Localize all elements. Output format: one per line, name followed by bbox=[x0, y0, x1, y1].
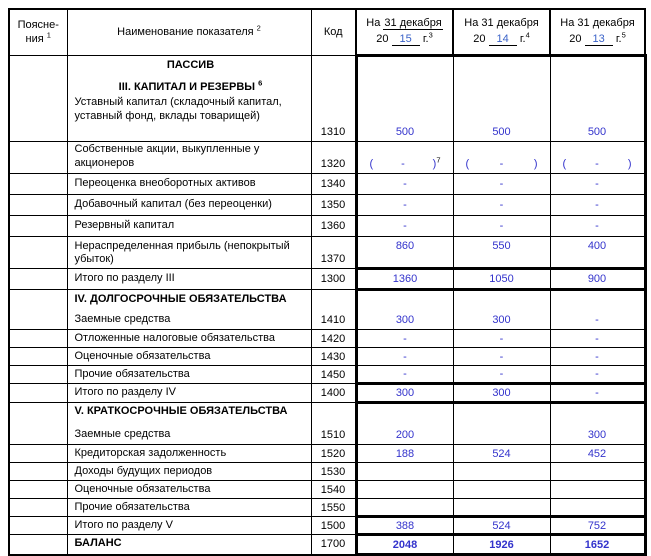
value-2014 bbox=[453, 463, 550, 481]
value-2015: - bbox=[356, 330, 453, 348]
value-2014: 1050 bbox=[453, 269, 550, 290]
indicator-name: Уставный капитал (складочный капитал, уставный фонд, вклады товарищей) bbox=[74, 96, 282, 122]
row-1500-total-section5 bbox=[9, 517, 645, 535]
header-explanations bbox=[9, 9, 67, 55]
indicator-name: Итого по разделу IV bbox=[67, 384, 311, 403]
value-2013: - bbox=[550, 348, 645, 366]
value-2013: 900 bbox=[550, 269, 645, 290]
value-2013: 752 bbox=[550, 517, 645, 535]
footnote-marker-5: 5 bbox=[621, 30, 626, 40]
value-2015: 2048 bbox=[356, 535, 453, 555]
explanation-cell bbox=[9, 215, 67, 236]
row-1520 bbox=[9, 445, 645, 463]
value-2013 bbox=[550, 463, 645, 481]
row-1550 bbox=[9, 499, 645, 517]
header-date-2014: На 31 декабря 20 14 г.$^4$ bbox=[453, 9, 550, 55]
value-2013: - bbox=[550, 173, 645, 194]
explanation-cell bbox=[9, 463, 67, 481]
year-2014-value: 14 bbox=[489, 33, 517, 46]
explanation-cell bbox=[9, 384, 67, 403]
row-1410 bbox=[9, 290, 645, 330]
indicator-name: Прочие обязательства bbox=[67, 366, 311, 384]
row-1300-total-section3 bbox=[9, 269, 645, 290]
code-cell: 1400 bbox=[311, 384, 356, 403]
value-2014: 524 bbox=[453, 445, 550, 463]
code-cell: 1360 bbox=[311, 215, 356, 236]
value-2015: 188 bbox=[356, 445, 453, 463]
value-2013: - bbox=[550, 384, 645, 403]
passiv-title: ПАССИВ bbox=[166, 58, 215, 71]
row-1450 bbox=[9, 366, 645, 384]
code-cell: 1450 bbox=[311, 366, 356, 384]
row-1340 bbox=[9, 173, 645, 194]
code-cell: 1340 bbox=[311, 173, 356, 194]
value-2014 bbox=[453, 481, 550, 499]
value-2013: 500 bbox=[550, 55, 645, 141]
code-cell: 1430 bbox=[311, 348, 356, 366]
indicator-name: Собственные акции, выкупленные у акционеров bbox=[67, 141, 311, 173]
footnote-marker-2: 2 bbox=[256, 23, 261, 33]
explanation-cell bbox=[9, 194, 67, 215]
code-cell: 1370 bbox=[311, 236, 356, 269]
indicator-name: Оценочные обязательства bbox=[67, 348, 311, 366]
header-code: Код bbox=[311, 9, 356, 55]
row-1540 bbox=[9, 481, 645, 499]
value-2014: 500 bbox=[453, 55, 550, 141]
value-2013: - bbox=[550, 215, 645, 236]
row-1420 bbox=[9, 330, 645, 348]
footnote-marker-3: 3 bbox=[428, 30, 433, 40]
indicator-name: Отложенные налоговые обязательства bbox=[67, 330, 311, 348]
balance-sheet-table bbox=[8, 8, 647, 556]
code-cell: 1410 bbox=[311, 290, 356, 330]
value-2014: - bbox=[453, 366, 550, 384]
value-2014: - bbox=[453, 330, 550, 348]
code-cell: 1520 bbox=[311, 445, 356, 463]
code-cell: 1510 bbox=[311, 403, 356, 445]
value-2015: 860 bbox=[356, 236, 453, 269]
indicator-name: Итого по разделу V bbox=[67, 517, 311, 535]
year-2015-value: 15 bbox=[392, 33, 420, 46]
indicator-name: Доходы будущих периодов bbox=[67, 463, 311, 481]
value-2015: 500 bbox=[356, 55, 453, 141]
value-2014: 300 bbox=[453, 384, 550, 403]
value-2014 bbox=[453, 403, 550, 445]
explanation-cell bbox=[9, 330, 67, 348]
explanation-cell bbox=[9, 141, 67, 173]
indicator-name: Оценочные обязательства bbox=[67, 481, 311, 499]
indicator-name: Заемные средства bbox=[74, 428, 171, 441]
row-1370 bbox=[9, 236, 645, 269]
table-header-row bbox=[9, 9, 645, 55]
value-2015: - bbox=[356, 366, 453, 384]
row-1320 bbox=[9, 141, 645, 173]
value-2013: 300 bbox=[550, 403, 645, 445]
indicator-name: Заемные средства bbox=[74, 312, 171, 325]
value-2015: 300 bbox=[356, 384, 453, 403]
indicator-name: Итого по разделу III bbox=[67, 269, 311, 290]
section-4-title: IV. ДОЛГОСРОЧНЫЕ ОБЯЗАТЕЛЬСТВА bbox=[74, 292, 287, 305]
header-explanations-line1: Поясне- bbox=[17, 18, 59, 31]
row-1360 bbox=[9, 215, 645, 236]
indicator-name: Кредиторская задолженность bbox=[67, 445, 311, 463]
value-2014: 550 bbox=[453, 236, 550, 269]
value-2015 bbox=[356, 481, 453, 499]
value-2013: 400 bbox=[550, 236, 645, 269]
explanation-cell bbox=[9, 481, 67, 499]
section-5-title: V. КРАТКОСРОЧНЫЕ ОБЯЗАТЕЛЬСТВА bbox=[74, 405, 288, 417]
row-1400-total-section4 bbox=[9, 384, 645, 403]
value-2015 bbox=[356, 463, 453, 481]
year-2013-value: 13 bbox=[585, 33, 613, 46]
value-2014: - bbox=[453, 215, 550, 236]
value-2013: ( - ) bbox=[550, 141, 645, 173]
explanation-cell bbox=[9, 499, 67, 517]
indicator-name-cell bbox=[67, 55, 311, 141]
row-1310 bbox=[9, 55, 645, 141]
value-2015: 388 bbox=[356, 517, 453, 535]
value-2015: - bbox=[356, 173, 453, 194]
row-1350 bbox=[9, 194, 645, 215]
code-cell: 1530 bbox=[311, 463, 356, 481]
value-2014: 300 bbox=[453, 290, 550, 330]
explanation-cell bbox=[9, 173, 67, 194]
indicator-name-cell bbox=[67, 290, 311, 330]
value-2015 bbox=[356, 499, 453, 517]
value-2015: - bbox=[356, 215, 453, 236]
explanation-cell bbox=[9, 348, 67, 366]
value-2015: ( - )$^7$ bbox=[356, 141, 453, 173]
row-1510 bbox=[9, 403, 645, 445]
value-2013 bbox=[550, 499, 645, 517]
indicator-name: Переоценка внеоборотных активов bbox=[67, 173, 311, 194]
explanation-cell bbox=[9, 236, 67, 269]
header-date-2015: На 31 декабря 20 15 г.$^3$ bbox=[356, 9, 453, 55]
footnote-marker-6: 6 bbox=[258, 78, 263, 88]
code-cell: 1350 bbox=[311, 194, 356, 215]
code-cell: 1420 bbox=[311, 330, 356, 348]
explanation-cell bbox=[9, 290, 67, 330]
indicator-name-cell bbox=[67, 403, 311, 445]
indicator-name: Прочие обязательства bbox=[67, 499, 311, 517]
header-indicator-name: Наименование показателя $^2$ bbox=[67, 9, 311, 55]
value-2013: - bbox=[550, 194, 645, 215]
code-cell: 1300 bbox=[311, 269, 356, 290]
explanation-cell bbox=[9, 366, 67, 384]
explanation-cell bbox=[9, 517, 67, 535]
explanation-cell bbox=[9, 403, 67, 445]
value-2013: - bbox=[550, 366, 645, 384]
value-2013 bbox=[550, 481, 645, 499]
value-2013: 452 bbox=[550, 445, 645, 463]
date-underline: 31 декабря bbox=[384, 16, 442, 29]
indicator-name: Резервный капитал bbox=[67, 215, 311, 236]
value-2013: - bbox=[550, 330, 645, 348]
row-1530 bbox=[9, 463, 645, 481]
value-2015: 200 bbox=[356, 403, 453, 445]
section-3-title: III. КАПИТАЛ И РЕЗЕРВЫ $^6$ bbox=[118, 78, 263, 94]
value-2015: - bbox=[356, 194, 453, 215]
indicator-name: БАЛАНС bbox=[67, 535, 311, 555]
value-2013: 1652 bbox=[550, 535, 645, 555]
explanation-cell bbox=[9, 55, 67, 141]
value-2014 bbox=[453, 499, 550, 517]
row-1700-balance-total bbox=[9, 535, 645, 555]
value-2015: 300 bbox=[356, 290, 453, 330]
code-cell: 1700 bbox=[311, 535, 356, 555]
value-2015: 1360 bbox=[356, 269, 453, 290]
footnote-marker-1: 1 bbox=[46, 30, 51, 40]
value-2014: - bbox=[453, 348, 550, 366]
value-2015: - bbox=[356, 348, 453, 366]
footnote-marker-4: 4 bbox=[525, 30, 530, 40]
value-2014: ( - ) bbox=[453, 141, 550, 173]
explanation-cell bbox=[9, 535, 67, 555]
header-date-2013: На 31 декабря 20 13 г.$^5$ bbox=[550, 9, 645, 55]
code-cell: 1310 bbox=[311, 55, 356, 141]
value-2014: 1926 bbox=[453, 535, 550, 555]
code-cell: 1540 bbox=[311, 481, 356, 499]
explanation-cell bbox=[9, 445, 67, 463]
value-2014: - bbox=[453, 194, 550, 215]
footnote-marker-7: 7 bbox=[436, 154, 441, 164]
explanation-cell bbox=[9, 269, 67, 290]
indicator-name: Добавочный капитал (без переоценки) bbox=[67, 194, 311, 215]
row-1430 bbox=[9, 348, 645, 366]
value-2013: - bbox=[550, 290, 645, 330]
header-explanations-line2: ния bbox=[25, 33, 44, 46]
value-2014: 524 bbox=[453, 517, 550, 535]
code-cell: 1550 bbox=[311, 499, 356, 517]
value-2014: - bbox=[453, 173, 550, 194]
code-cell: 1500 bbox=[311, 517, 356, 535]
indicator-name: Нераспределенная прибыль (непокрытый убыток) bbox=[67, 236, 311, 269]
code-cell: 1320 bbox=[311, 141, 356, 173]
